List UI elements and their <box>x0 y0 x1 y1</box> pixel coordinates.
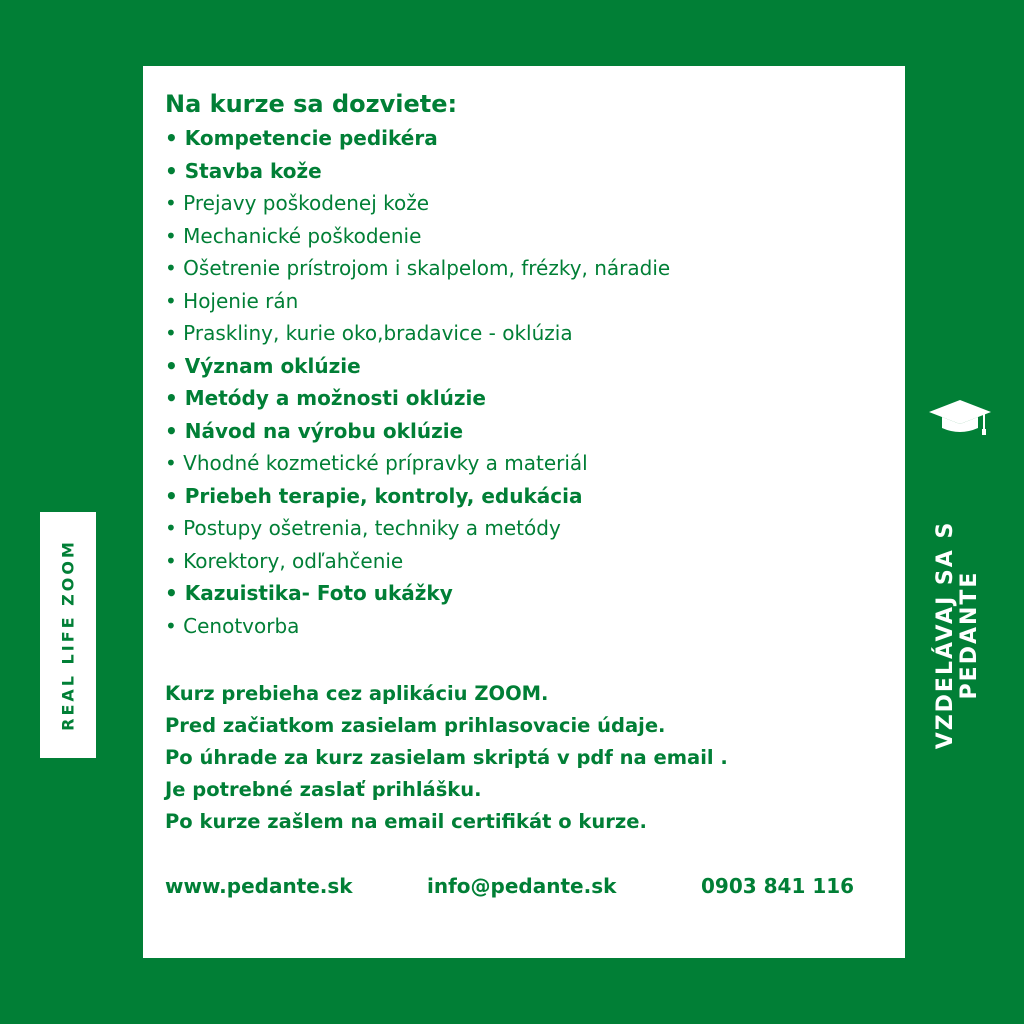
info-line: Kurz prebieha cez aplikáciu ZOOM. <box>165 682 549 705</box>
topic-item: • Praskliny, kurie oko,bradavice - oklúzia <box>165 321 573 345</box>
topic-item: • Postupy ošetrenia, techniky a metódy <box>165 516 561 540</box>
course-info-card <box>143 66 905 958</box>
course-heading: Na kurze sa dozviete: <box>165 90 458 118</box>
topic-item: • Kazuistika- Foto ukážky <box>165 581 453 605</box>
phone-number[interactable]: 0903 841 116 <box>701 874 855 898</box>
topic-item: • Metódy a možnosti oklúzie <box>165 386 486 410</box>
info-line: Po úhrade za kurz zasielam skriptá v pdf na email . <box>165 746 728 769</box>
topic-list <box>165 122 670 642</box>
info-line: Pred začiatkom zasielam prihlasovacie údaje. <box>165 714 666 737</box>
topic-item: • Priebeh terapie, kontroly, edukácia <box>165 483 583 508</box>
info-line: Je potrebné zaslať prihlášku. <box>165 778 482 801</box>
info-line: Po kurze zašlem na email certifikát o kurze. <box>165 810 647 833</box>
real-life-zoom-tab <box>40 512 96 758</box>
topic-item: • Ošetrenie prístrojom i skalpelom, frézky, náradie <box>165 256 671 280</box>
tagline-line-2: PEDANTE <box>957 570 982 700</box>
website-link[interactable]: www.pedante.sk <box>165 874 353 898</box>
graduation-cap-icon <box>928 398 992 438</box>
topic-item: • Prejavy poškodenej kože <box>165 191 430 215</box>
topic-item: • Vhodné kozmetické prípravky a materiál <box>165 451 588 475</box>
topic-item: • Stavba kože <box>165 158 322 183</box>
topic-item: • Hojenie rán <box>165 288 299 313</box>
vzdelavaj-sa-tagline <box>934 521 982 750</box>
topic-item: • Význam oklúzie <box>165 353 361 378</box>
topic-item: • Návod na výrobu oklúzie <box>165 418 464 443</box>
tagline-line-1: VZDELÁVAJ SA S <box>933 520 958 750</box>
email-link[interactable]: info@pedante.sk <box>427 874 617 898</box>
topic-item: • Kompetencie pedikéra <box>165 126 438 150</box>
topic-item: • Korektory, odľahčenie <box>165 548 404 573</box>
course-info-block <box>165 678 728 838</box>
real-life-zoom-label: REAL LIFE ZOOM <box>58 539 78 731</box>
topic-item: • Mechanické poškodenie <box>165 223 422 248</box>
topic-item: • Cenotvorba <box>165 613 300 638</box>
